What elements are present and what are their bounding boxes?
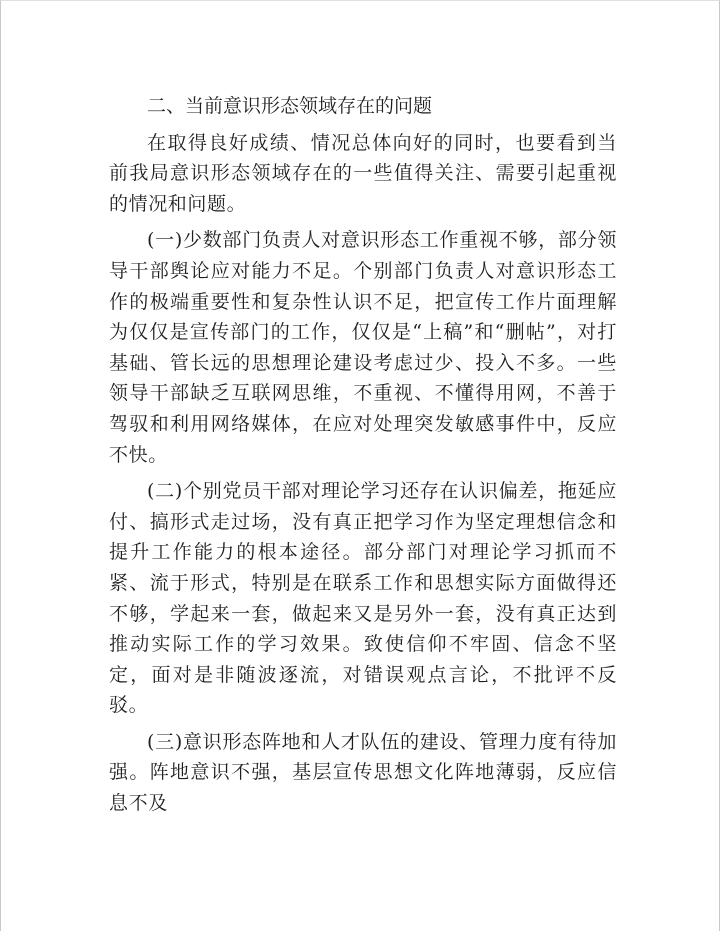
section-heading: 二、当前意识形态领域存在的问题 — [147, 95, 433, 117]
document-body — [109, 91, 617, 819]
paragraph-point-1: (一)少数部门负责人对意识形态工作重视不够，部分领导干部舆论应对能力不足。个别部门负责人对意识形态工作的极端重要性和复杂性认识不足，把宣传工作片面理解为仅仅是宣传部门的工作，仅仅是“上稿”和“删帖”，对打基础、管长远的思想理论建设考虑过少、投入不多。一些领导干部缺乏互联网思维，不重视、不懂得用网，不善于驾驭和利用网络媒体，在应对处理突发敏感事件中，反应不快。 — [109, 229, 617, 466]
paragraph-point-3: (三)意识形态阵地和人才队伍的建设、管理力度有待加强。阵地意识不强，基层宣传思想文化阵地薄弱，反应信息不及 — [109, 730, 617, 815]
paragraph-intro: 在取得良好成绩、情况总体向好的同时，也要看到当前我局意识形态领域存在的一些值得关注、需要引起重视的情况和问题。 — [109, 131, 617, 215]
paragraph-point-2: (二)个别党员干部对理论学习还存在认识偏差，拖延应付、搞形式走过场，没有真正把学习作为坚定理想信念和提升工作能力的根本途径。部分部门对理论学习抓而不紧、流于形式，特别是在联系工作和思想实际方面做得还不够，学起来一套，做起来又是另外一套，没有真正达到推动实际工作的学习效果。致使信仰不牢固、信念不坚定，面对是非随波逐流，对错误观点言论，不批评不反驳。 — [109, 480, 617, 717]
